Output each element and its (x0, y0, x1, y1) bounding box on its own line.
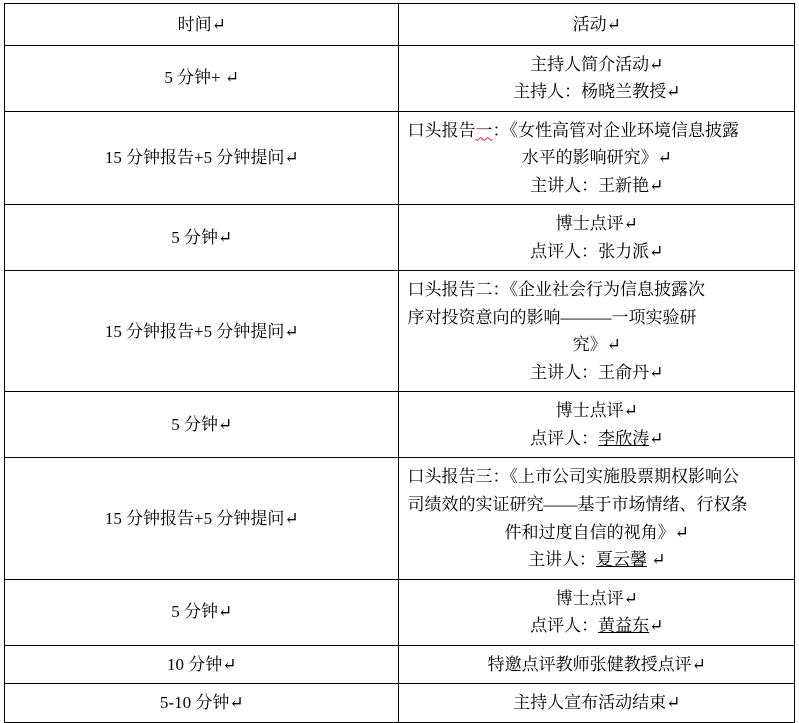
activity-line: 序对投资意向的影响———一项实验研 (407, 307, 697, 327)
activity-cell (399, 45, 795, 111)
activity-line-underlined: 主讲人：夏云馨 ↵ (527, 550, 666, 570)
table-row (5, 579, 795, 645)
time-text: 5 分钟↵ (171, 415, 233, 435)
activity-line: 口头报告一：《女性高管对企业环境信息披露 (407, 120, 739, 140)
activity-line: 博士点评↵ (555, 588, 638, 608)
activity-line: 特邀点评教师张健教授点评↵ (487, 654, 706, 674)
activity-cell (399, 579, 795, 645)
time-text: 5 分钟↵ (171, 602, 233, 622)
table-row (5, 458, 795, 579)
activity-lines (399, 392, 794, 457)
activity-line-underlined: 点评人：李欣涛↵ (530, 428, 664, 448)
activity-cell (399, 645, 795, 684)
table-row (5, 392, 795, 458)
time-cell (5, 271, 399, 392)
time-text: 15 分钟报告+5 分钟提问↵ (104, 148, 299, 168)
time-cell (5, 111, 399, 205)
activity-line: 件和过度自信的视角》↵ (504, 522, 689, 542)
activity-line: 主持人简介活动↵ (530, 54, 664, 74)
activity-line: 点评人：张力派↵ (530, 241, 664, 261)
activity-line-underlined: 点评人：黄益东↵ (530, 616, 664, 636)
time-cell (5, 392, 399, 458)
table-row (5, 684, 795, 723)
activity-line: 司绩效的实证研究——基于市场情绪、行权条 (407, 494, 748, 514)
activity-lines (399, 205, 794, 270)
time-cell (5, 684, 399, 723)
activity-lines (399, 580, 794, 645)
activity-lines (399, 46, 794, 111)
activity-lines (399, 271, 794, 391)
activity-line: 口头报告三：《上市公司实施股票期权影响公 (407, 467, 739, 487)
activity-line: 主持人宣布活动结束↵ (513, 693, 681, 713)
time-text: 5-10 分钟↵ (159, 693, 244, 713)
activity-cell (399, 205, 795, 271)
activity-cell (399, 392, 795, 458)
activity-line: 主讲人：王新艳↵ (530, 175, 664, 195)
activity-cell (399, 271, 795, 392)
activity-line: 究》↵ (572, 335, 621, 355)
time-cell (5, 45, 399, 111)
table-header-row (5, 4, 795, 46)
activity-line: 口头报告二：《企业社会行为信息披露次 (407, 280, 705, 300)
time-text: 15 分钟报告+5 分钟提问↵ (104, 508, 299, 528)
time-text: 10 分钟↵ (166, 654, 237, 674)
activity-lines (399, 112, 794, 205)
time-text: 5 分钟+ ↵ (164, 68, 240, 88)
time-cell (5, 579, 399, 645)
time-text: 15 分钟报告+5 分钟提问↵ (104, 321, 299, 341)
time-cell (5, 205, 399, 271)
activity-cell (399, 684, 795, 723)
time-cell (5, 458, 399, 579)
activity-line: 博士点评↵ (555, 401, 638, 421)
table-row (5, 45, 795, 111)
time-cell (5, 645, 399, 684)
activity-line: 水平的影响研究》↵ (521, 148, 672, 168)
activity-line: 主持人：杨晓兰教授↵ (513, 82, 681, 102)
activity-lines (399, 458, 794, 578)
conference-schedule-table (4, 3, 795, 723)
table-row (5, 645, 795, 684)
activity-line: 主讲人：王俞丹↵ (530, 362, 664, 382)
activity-line: 博士点评↵ (555, 214, 638, 234)
table-row (5, 271, 795, 392)
time-text: 5 分钟↵ (171, 227, 233, 247)
header-label-time: 时间↵ (177, 15, 226, 34)
activity-cell (399, 111, 795, 205)
header-label-activity: 活动↵ (572, 15, 621, 34)
table-row (5, 111, 795, 205)
table-row (5, 205, 795, 271)
header-cell-time (5, 4, 399, 46)
activity-cell (399, 458, 795, 579)
header-cell-activity (399, 4, 795, 46)
